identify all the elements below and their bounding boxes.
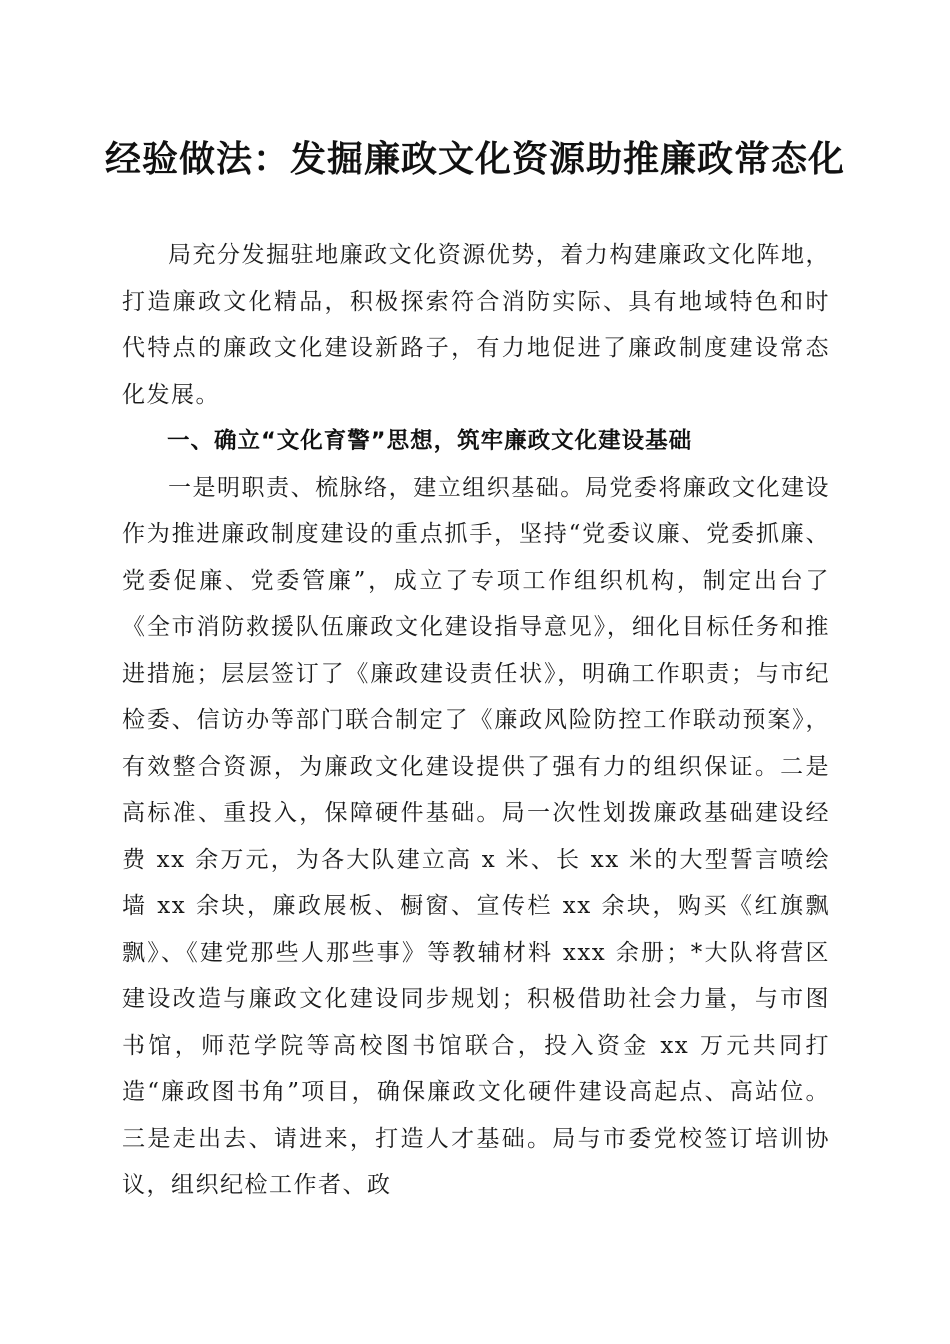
section-heading: 一、确立“文化育警”思想，筑牢廉政文化建设基础 xyxy=(167,428,693,454)
intro-paragraph: 局充分发掘驻地廉政文化资源优势，着力构建廉政文化阵地，打造廉政文化精品，积极探索符合消防实际、具有地域特色和时代特点的廉政文化建设新路子，有力地促进了廉政制度建设常态化发展。 xyxy=(122,242,830,408)
section-paragraph: 一是明职责、梳脉络，建立组织基础。局党委将廉政文化建设作为推进廉政制度建设的重点抓手，坚持“党委议廉、党委抓廉、党委促廉、党委管廉”，成立了专项工作组织机构，制定出台了《全市消防救援队伍廉政文化建设指导意见》，细化目标任务和推进措施；层层签订了《廉政建设责任状》，明确工作职责；与市纪检委、信访办等部门联合制定了《廉政风险防控工作联动预案》，有效整合资源，为廉政文化建设提供了强有力的组织保证。二是高标准、重投入，保障硬件基础。局一次性划拨廉政基础建设经费 xx 余万元，为各大队建立高 x 米、长 xx 米的大型誓言喷绘墙 xx 余块，廉政展板、橱窗、宣传栏 xx 余块，购买《红旗飘飘》、《建党那些人那些事》等教辅材料 xxx 余册；*大队将营区建设改造与廉政文化建设同步规划；积极借助社会力量，与市图书馆，师范学院等高校图书馆联合，投入资金 xx 万元共同打造“廉政图书角”项目，确保廉政文化硬件建设高起点、高站位。三是走出去、请进来，打造人才基础。局与市委党校签订培训协议，组织纪检工作者、政 xyxy=(122,474,830,1198)
document-body xyxy=(122,232,830,1209)
document-title: 经验做法：发掘廉政文化资源助推廉政常态化 xyxy=(104,139,845,180)
